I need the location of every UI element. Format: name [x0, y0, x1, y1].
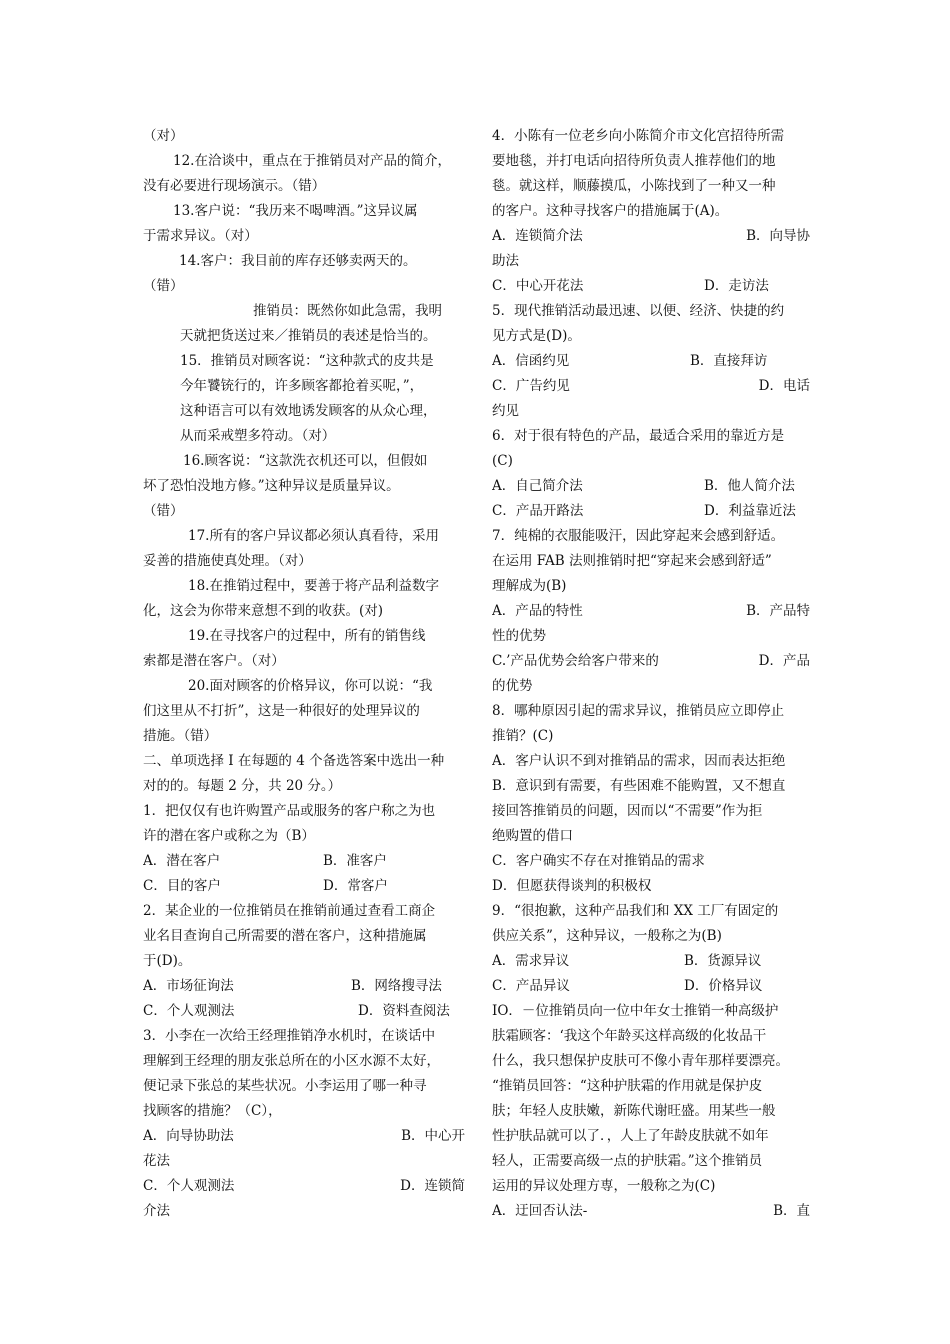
options-row — [143, 974, 465, 999]
question-line: 见方式是(D)。 — [492, 328, 581, 344]
option: A．市场征询法 — [143, 978, 234, 994]
options-row — [143, 999, 465, 1024]
options-row — [492, 949, 810, 974]
text-line: 坏了恐怕没地方修。”这种异议是质量异议。 — [143, 478, 400, 494]
question-line: 肤霜顾客：‘我这个年龄买这样高级的化妆品干 — [492, 1028, 767, 1044]
question-line: 性护肤品就可以了．，人上了年龄皮肤就不如年 — [492, 1128, 769, 1144]
options-row — [492, 599, 810, 624]
text-line: 这种语言可以有效地诱发顾客的从众心理， — [180, 403, 437, 419]
text-line: 索都是潜在客户。（对） — [143, 653, 285, 669]
option: D．但愿获得谈判的积极权 — [492, 878, 652, 894]
question-line: 7．纯棉的衣服能吸汗，因此穿起来会感到舒适。 — [492, 528, 785, 544]
text-line: 天就把货送过来／推销员的表述是恰当的。 — [180, 328, 437, 344]
question-line: 理解成为(B) — [492, 578, 567, 594]
option: B．他人简介法 — [704, 478, 795, 494]
option: C．产品开路法 — [492, 503, 584, 519]
option-continued: 花法 — [143, 1153, 170, 1169]
right-column — [492, 124, 810, 1224]
options-row — [492, 474, 810, 499]
question-line: 业名目查询自己所需要的潜在客户，这种措施属 — [143, 928, 427, 944]
text-line: （对） — [143, 128, 184, 144]
section-heading: 二、单项选择 I 在每题的 4 个备选答案中选出一种 — [143, 753, 445, 769]
text-line: 18.在推销过程中，要善于将产品利益数字 — [188, 578, 439, 594]
option: B．网络搜寻法 — [351, 978, 442, 994]
question-line: 找顾客的措施？（C）， — [143, 1103, 282, 1119]
question-line: 轻人，正需要高级一点的护肤霜。”这个推销员 — [492, 1153, 763, 1169]
question-line: 便记录下张总的某些状况。小李运用了哪一种寻 — [143, 1078, 427, 1094]
question-line: 在运用 FAB 法则推销时把“穿起来会感到舒适” — [492, 553, 772, 569]
option-continued: 助法 — [492, 253, 519, 269]
option: D．走访法 — [704, 278, 769, 294]
option: B．产品特 — [746, 603, 810, 619]
question-line: “推销员回答：“这种护肤霜的作用就是保护皮 — [492, 1078, 763, 1094]
option-continued: 约见 — [492, 403, 519, 419]
text-line: 妥善的措施使真处理。（对） — [143, 553, 312, 569]
left-column — [143, 124, 465, 1224]
option: B．货源异议 — [684, 953, 762, 969]
question-line: 推销？(C) — [492, 728, 554, 744]
options-row — [492, 374, 810, 399]
text-line: 13.客户说：“我历来不喝啤酒。”这异议属 — [173, 203, 418, 219]
option: D．资料查阅法 — [358, 1003, 450, 1019]
options-row — [143, 849, 465, 874]
question-line: 肤；年轻人皮肤嫩，新陈代谢旺盛。用某些一般 — [492, 1103, 776, 1119]
question-line: 1．把仅仅有也许购置产品或服务的客户称之为也 — [143, 803, 436, 819]
options-row — [492, 974, 810, 999]
option: C．中心开花法 — [492, 278, 584, 294]
option: A．产品的特性 — [492, 603, 583, 619]
text-line: 化，这会为你带来意想不到的收获。(对) — [143, 603, 384, 619]
option: A．潜在客户 — [143, 853, 221, 869]
question-line: 4．小陈有一位老乡向小陈简介市文化宫招待所需 — [492, 128, 785, 144]
question-line: 理解到王经理的朋友张总所在的小区水源不太好， — [143, 1053, 440, 1069]
question-line: 9．“很抱歉，这种产品我们和 XX 工厂有固定的 — [492, 903, 779, 919]
option: D．电话 — [758, 378, 810, 394]
question-line: 6．对于很有特色的产品，最适合采用的靠近方是 — [492, 428, 785, 444]
options-row — [143, 1124, 465, 1149]
option: C.’产品优势会给客户带来的 — [492, 653, 659, 669]
question-line: 8．哪种原因引起的需求异议，推销员应立即停止 — [492, 703, 785, 719]
text-line: 12.在洽谈中，重点在于推销员对产品的简介， — [173, 153, 451, 169]
question-line: (C) — [492, 453, 513, 469]
text-line: 没有必要进行现场演示。（错） — [143, 178, 326, 194]
question-line: 于(D)。 — [143, 953, 192, 969]
text-line: 14.客户：我目前的库存还够卖两天的。 — [179, 253, 417, 269]
text-line: 们这里从不打折”，这是一种很好的处理异议的 — [143, 703, 420, 719]
question-line: 供应关系”，这种异议，一般称之为(B) — [492, 928, 722, 944]
option: B．直 — [773, 1203, 810, 1219]
option: A．向导协助法 — [143, 1128, 234, 1144]
options-row — [492, 224, 810, 249]
options-row — [492, 1199, 810, 1224]
text-line: 于需求异议。（对） — [143, 228, 258, 244]
option-continued: 介法 — [143, 1203, 170, 1219]
options-row — [492, 499, 810, 524]
text-line: 17.所有的客户异议都必须认真看待，采用 — [188, 528, 439, 544]
option: B．中心开 — [401, 1128, 465, 1144]
option: D．常客户 — [323, 878, 388, 894]
option: D．利益靠近法 — [704, 503, 796, 519]
option: A．需求异议 — [492, 953, 570, 969]
option: D．价格异议 — [684, 978, 763, 994]
text-line: 19.在寻找客户的过程中，所有的销售线 — [188, 628, 426, 644]
option: A．迂回否认法- — [492, 1203, 588, 1219]
text-line: 20.面对顾客的价格异议，你可以说：“我 — [188, 678, 433, 694]
options-row — [492, 649, 810, 674]
options-row — [492, 274, 810, 299]
question-line: 3．小李在一次给王经理推销净水机时，在谈话中 — [143, 1028, 436, 1044]
option: C．个人观测法 — [143, 1003, 235, 1019]
option: A．客户认识不到对推销品的需求，因而表达拒绝 — [492, 753, 786, 769]
text-line: （错） — [143, 503, 184, 519]
question-line: 什么，我只想保护皮肤可不像小青年那样要漂亮。 — [492, 1053, 789, 1069]
question-line: IO．－位推销员向一位中年女士推销一种高级护 — [492, 1003, 779, 1019]
question-line: 毯。就这样，顺藤摸瓜，小陈找到了一种又一种 — [492, 178, 776, 194]
option: A．连锁简介法 — [492, 228, 583, 244]
options-row — [492, 349, 810, 374]
option: C．个人观测法 — [143, 1178, 235, 1194]
option-continued: 性的优势 — [492, 628, 546, 644]
option: C．产品异议 — [492, 978, 570, 994]
option: B．意识到有需要，有些困难不能购置，又不想直 — [492, 778, 786, 794]
option: B．准客户 — [323, 853, 387, 869]
option: C．目的客户 — [143, 878, 221, 894]
option: C．广告约见 — [492, 378, 570, 394]
text-line: 今年饕铳行的，许多顾客都抢着买呢，”， — [180, 378, 424, 394]
text-line: 16.顾客说：“这款洗衣机还可以，但假如 — [183, 453, 428, 469]
option: B．直接拜访 — [690, 353, 768, 369]
option-continued: 绝购置的借口 — [492, 828, 573, 844]
question-line: 2．某企业的一位推销员在推销前通过查看工商企 — [143, 903, 436, 919]
text-line: 15．推销员对顾客说：“这种款式的皮共是 — [180, 353, 434, 369]
text-line: （错） — [143, 278, 184, 294]
option: A．自己简介法 — [492, 478, 583, 494]
option: B．向导协 — [746, 228, 810, 244]
question-line: 的客户。这种寻找客户的措施属于(A)。 — [492, 203, 729, 219]
option: A．信函约见 — [492, 353, 570, 369]
text-line: 措施。（错） — [143, 728, 218, 744]
option: D．产品 — [758, 653, 810, 669]
question-line: 要地毯，并打电话向招待所负责人推荐他们的地 — [492, 153, 776, 169]
option-continued: 接回答推销员的问题，因而以“不需要”作为拒 — [492, 803, 763, 819]
text-line: 推销员：既然你如此急需，我明 — [253, 303, 442, 319]
question-line: 5．现代推销活动最迅速、以便、经济、快捷的约 — [492, 303, 785, 319]
question-line: 运用的异议处理方専，一般称之为(C) — [492, 1178, 716, 1194]
text-line: 从而采戒塑多符动。（对） — [180, 428, 336, 444]
options-row — [143, 874, 465, 899]
option: C．客户确实不存在对推销品的需求 — [492, 853, 705, 869]
option: D．连锁简 — [400, 1178, 465, 1194]
question-line: 许的潜在客户或称之为（B） — [143, 828, 315, 844]
option-continued: 的优势 — [492, 678, 533, 694]
options-row — [143, 1174, 465, 1199]
text-line: 对的的。每题 2 分，共 20 分。） — [143, 778, 342, 794]
